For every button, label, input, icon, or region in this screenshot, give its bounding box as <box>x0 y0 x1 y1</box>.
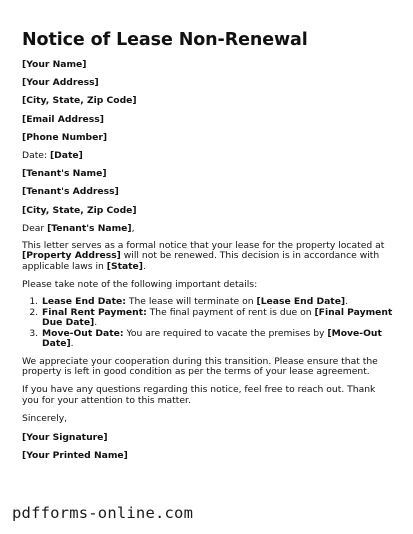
detail-label: Move-Out Date: <box>42 327 124 339</box>
salutation-name: [Tenant's Name] <box>47 222 132 234</box>
detail-text: You are required to vacate the premises by <box>123 327 328 339</box>
sender-email: [Email Address] <box>22 113 104 125</box>
salutation <box>22 223 394 234</box>
detail-label: Final Rent Payment: <box>42 306 147 318</box>
detail-label: Lease End Date: <box>42 296 126 308</box>
detail-text: The final payment of rent is due on <box>146 306 315 318</box>
document-title: Notice of Lease Non-Renewal <box>22 30 308 50</box>
questions-paragraph: If you have any questions regarding this notice, feel free to reach out. Thank you for your attention to this matter. <box>22 384 376 406</box>
date-line <box>22 150 394 161</box>
intro-text-1: This letter serves as a formal notice that your lease for the property located at <box>22 239 385 251</box>
intro-property: [Property Address] <box>22 250 121 262</box>
detail-text: The lease will terminate on <box>125 296 257 308</box>
details-intro: Please take note of the following important details: <box>22 278 258 290</box>
salutation-suffix: , <box>131 222 135 234</box>
date-value: [Date] <box>49 149 83 161</box>
sender-phone: [Phone Number] <box>22 131 108 143</box>
recipient-city-state-zip: [City, State, Zip Code] <box>22 204 137 216</box>
list-item <box>41 308 394 329</box>
detail-value: [Move-Out Date] <box>42 327 382 350</box>
details-list <box>22 297 394 350</box>
detail-end: . <box>94 317 98 329</box>
sender-address: [Your Address] <box>22 77 99 89</box>
closing: Sincerely, <box>22 413 68 425</box>
detail-value: [Lease End Date] <box>256 296 346 308</box>
list-item <box>41 329 394 350</box>
signature: [Your Signature] <box>22 431 108 443</box>
intro-state: [State] <box>106 260 143 272</box>
sender-name: [Your Name] <box>22 59 87 70</box>
letter-page <box>22 30 394 468</box>
recipient-address: [Tenant's Address] <box>22 186 119 198</box>
intro-text-3: . <box>142 260 146 272</box>
detail-value: [Final Payment Due Date] <box>42 306 393 329</box>
printed-name: [Your Printed Name] <box>22 449 128 461</box>
date-label: Date: <box>22 149 50 161</box>
sender-city-state-zip: [City, State, Zip Code] <box>22 95 137 107</box>
site-watermark: pdfforms-online.com <box>12 504 194 522</box>
detail-end: . <box>70 338 74 350</box>
recipient-name: [Tenant's Name] <box>22 168 107 180</box>
intro-text-2: will not be renewed. This decision is in accordance with applicable laws in <box>22 250 380 272</box>
salutation-prefix: Dear <box>22 222 48 234</box>
intro-paragraph <box>22 241 394 273</box>
detail-end: . <box>345 296 349 308</box>
appreciation-paragraph: We appreciate your cooperation during this transition. Please ensure that the property is left in good condition as per the terms of your lease agreement. <box>22 355 378 378</box>
